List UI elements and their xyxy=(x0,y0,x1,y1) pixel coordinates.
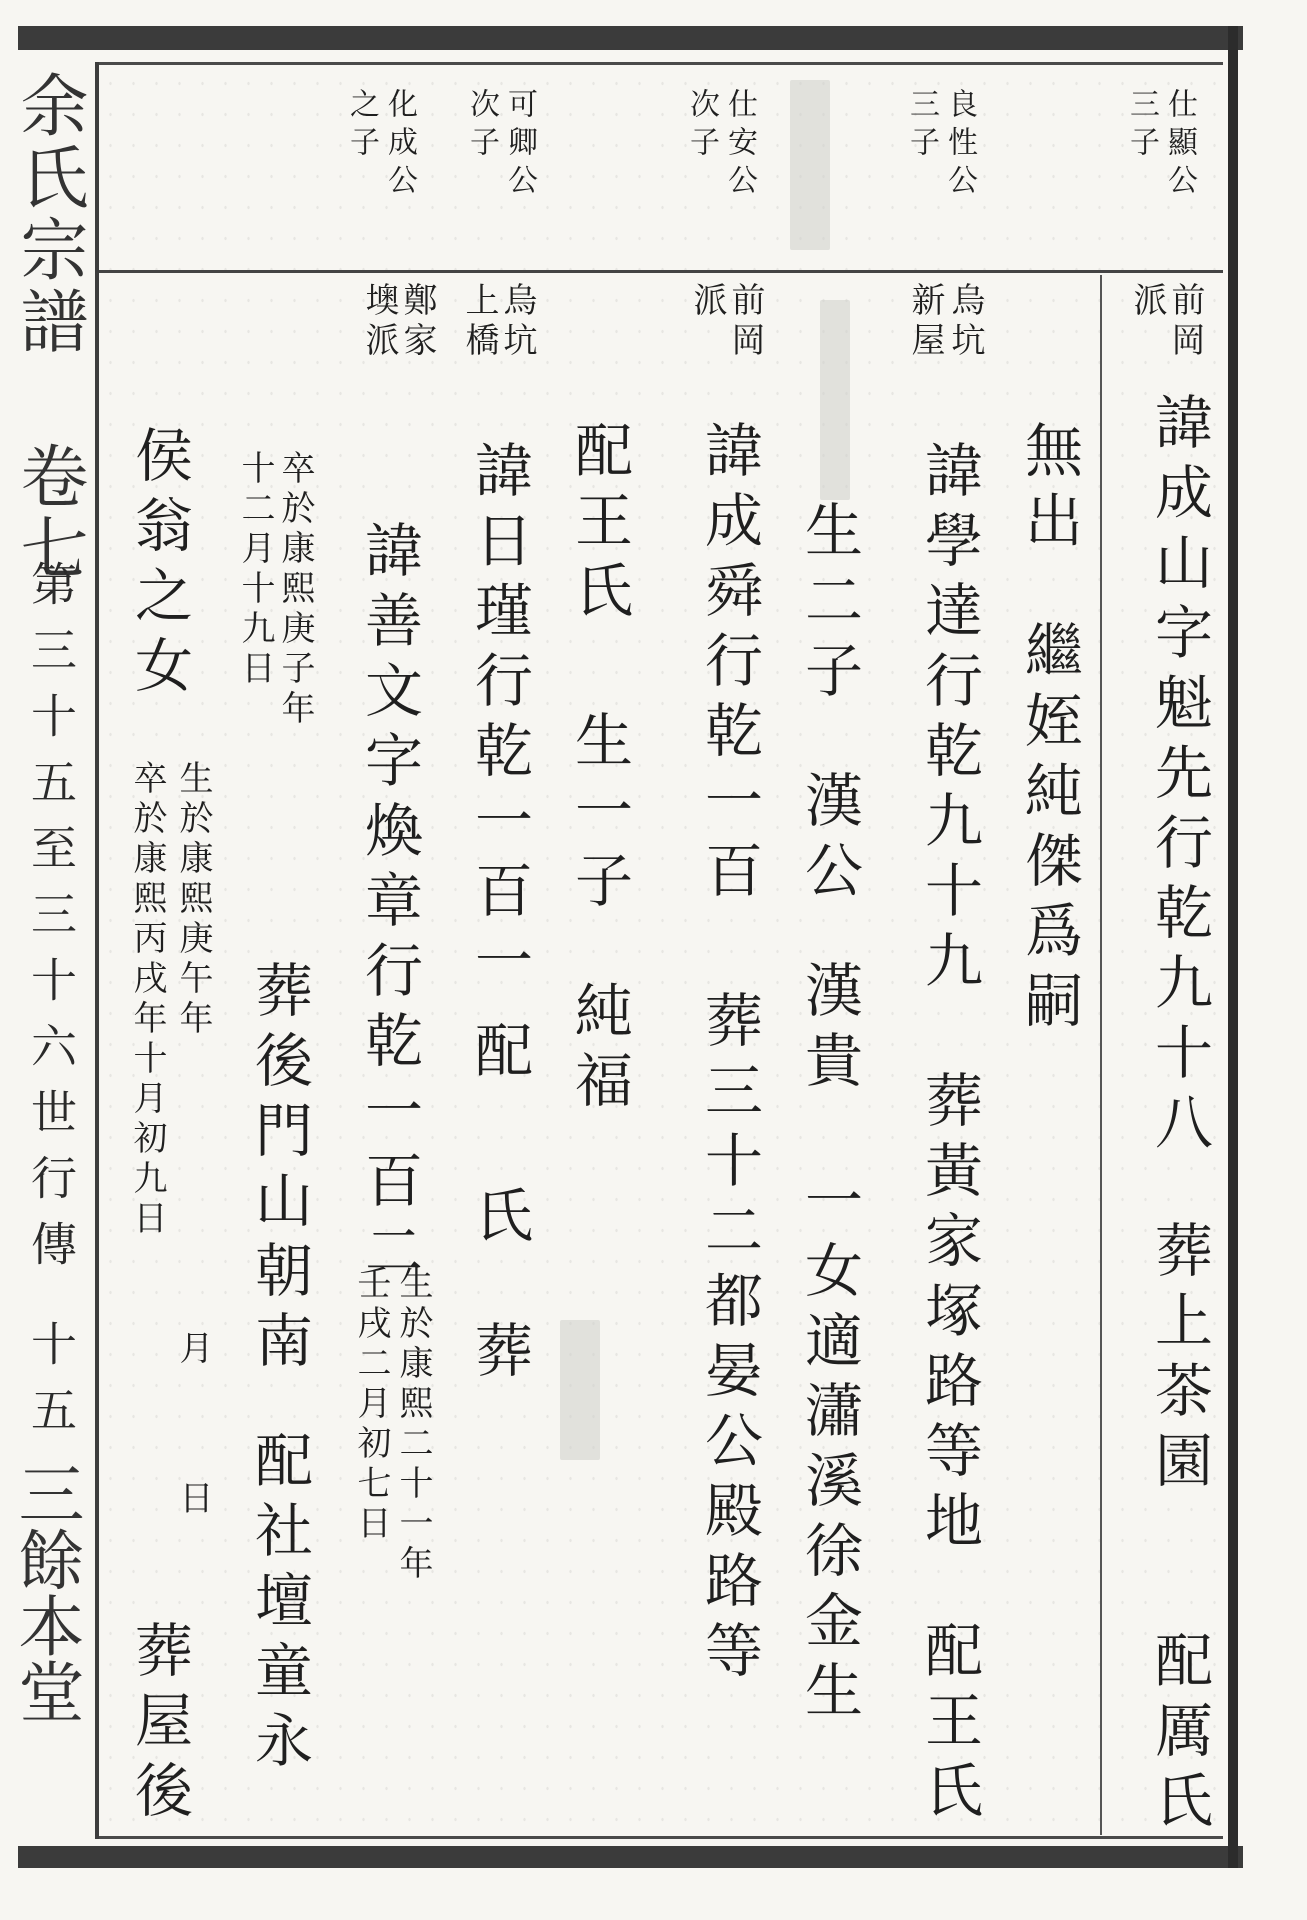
scan-smudge xyxy=(820,300,850,500)
inner-top-rule xyxy=(95,62,1223,65)
entry-branch-suffix: 派 xyxy=(687,282,727,322)
entry-name: 諱日瑾行乾一百一 xyxy=(465,440,533,1000)
entry-daughter: 一女適瀟溪徐金生 xyxy=(795,1170,863,1730)
entry-spouse: 配厲氏 xyxy=(1145,1630,1213,1840)
entry-spouse-birth-month: 月 xyxy=(173,1330,213,1370)
entry-burial: 葬上茶園 xyxy=(1145,1220,1213,1500)
header-cell-5 xyxy=(460,88,546,268)
entry-spouse: 配社壇童永 xyxy=(245,1430,313,1780)
page-number: 十五 xyxy=(24,1320,78,1452)
entry-children: 生二子 xyxy=(795,500,863,710)
entry-branch-suffix: 新屋 xyxy=(905,282,945,362)
book-title: 余氏宗譜 卷七 xyxy=(9,70,88,585)
header-divider-rule xyxy=(99,270,1223,273)
entry-burial: 葬後門山朝南 xyxy=(245,960,313,1380)
header-cell-parent: 良性公 xyxy=(942,88,977,202)
entry-branch: 前岡 xyxy=(1165,282,1205,362)
scan-smudge xyxy=(790,80,830,250)
entry-branch: 前岡 xyxy=(725,282,765,362)
header-cell-1 xyxy=(1120,88,1206,268)
scan-smudge xyxy=(560,1320,600,1460)
frame-bottom-border xyxy=(18,1846,1243,1868)
entry-name: 諱善文字煥章行乾一百二 xyxy=(355,520,423,1290)
header-cell-relation: 三子 xyxy=(1124,88,1159,164)
entry-burial: 葬三十二都晏公殿路等 xyxy=(695,990,763,1690)
frame-top-border xyxy=(18,26,1243,50)
header-cell-6 xyxy=(340,88,426,268)
entry-son-1: 漢公 xyxy=(795,770,863,910)
entry-children: 生一子 xyxy=(565,710,633,920)
entry-heir: 繼姪純傑爲嗣 xyxy=(1015,620,1083,1040)
entry-name: 諱成舜行乾一百 xyxy=(695,420,763,910)
generation-subtitle: 第三十五至三十六世行傳 xyxy=(24,560,78,1286)
entry-branch-suffix: 上橋 xyxy=(459,282,499,362)
entry-branch: 鄭家 xyxy=(397,282,437,362)
header-cell-2 xyxy=(900,88,986,268)
entry-son-2: 漢貴 xyxy=(795,960,863,1100)
column-divider xyxy=(1100,275,1102,1835)
header-cell-parent: 仕顯公 xyxy=(1162,88,1197,202)
entry-spouse-father: 侯翁之女 xyxy=(125,425,193,705)
header-cell-relation: 三子 xyxy=(904,88,939,164)
entry-name: 諱成山字魁先行乾九十八 xyxy=(1145,392,1213,1162)
header-cell-4 xyxy=(680,88,766,268)
entry-spouse: 配王氏 xyxy=(565,420,633,630)
hall-name: 三餘本堂 xyxy=(7,1460,84,1724)
entry-burial: 葬黃家塚路等地 xyxy=(915,1070,983,1560)
entry-spouse-death: 卒於康熙丙戌年十月初九日 xyxy=(127,760,167,1240)
header-cell-parent: 仕安公 xyxy=(722,88,757,202)
entry-branch: 烏坑 xyxy=(945,282,985,362)
entry-birth: 生於康熙二十一年 xyxy=(393,1265,433,1585)
header-cell-relation: 次子 xyxy=(684,88,719,164)
header-cell-relation: 次子 xyxy=(464,88,499,164)
entry-death: 卒於康熙庚子年 xyxy=(275,450,315,730)
inner-bottom-rule xyxy=(95,1836,1223,1839)
entry-branch-suffix: 派 xyxy=(1127,282,1167,322)
header-cell-relation: 之子 xyxy=(344,88,379,164)
inner-left-rule xyxy=(95,62,99,1839)
header-cell-parent: 化成公 xyxy=(382,88,417,202)
entry-death-date: 十二月十九日 xyxy=(235,450,275,690)
entry-spouse: 配王氏 xyxy=(915,1620,983,1830)
entry-spouse-burial: 葬屋後 xyxy=(125,1620,193,1830)
entry-burial-label: 葬 xyxy=(465,1320,533,1390)
entry-son: 純福 xyxy=(565,980,633,1120)
entry-spouse-birth-day: 日 xyxy=(173,1480,213,1520)
frame-right-border xyxy=(1228,26,1238,1868)
entry-branch-suffix: 墺派 xyxy=(359,282,399,362)
entry-branch: 烏坑 xyxy=(497,282,537,362)
entry-birth-date: 壬戌二月初七日 xyxy=(351,1265,391,1545)
entry-note: 無出 xyxy=(1015,420,1083,560)
entry-spouse-surname: 氏 xyxy=(465,1185,533,1255)
entry-spouse-birth: 生於康熙庚午年 xyxy=(173,760,213,1040)
entry-name: 諱學達行乾九十九 xyxy=(915,440,983,1000)
entry-spouse-label: 配 xyxy=(465,1020,533,1090)
header-cell-parent: 可卿公 xyxy=(502,88,537,202)
